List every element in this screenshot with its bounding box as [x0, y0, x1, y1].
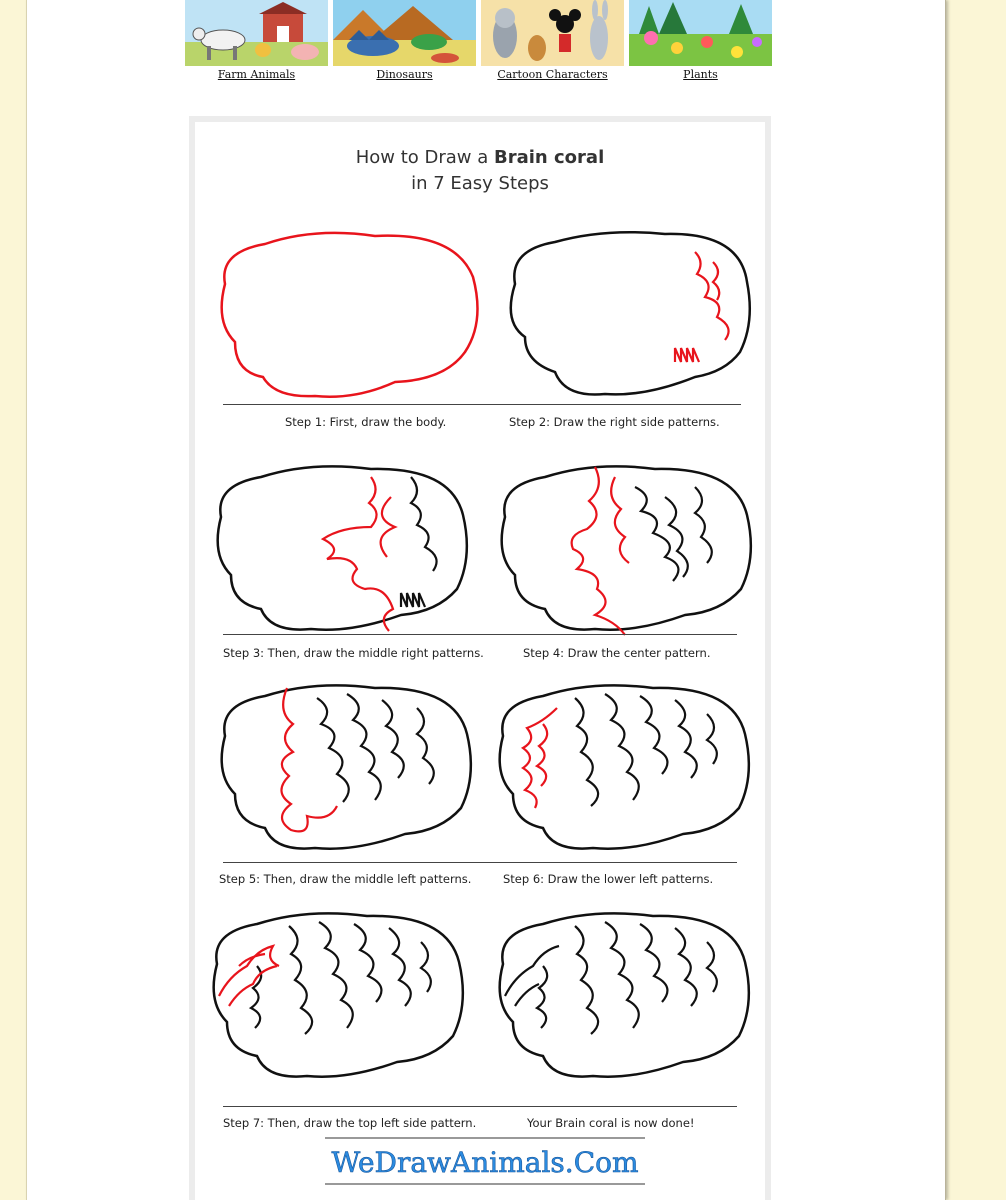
step-5-drawing	[207, 678, 487, 858]
step-4-drawing	[485, 457, 765, 637]
cartoon-scene-icon	[481, 0, 624, 66]
step-3-drawing	[201, 457, 481, 637]
tutorial-sheet	[189, 116, 771, 1200]
step-divider	[223, 1106, 737, 1107]
tutorial-card	[195, 122, 765, 1200]
category-cartoon-characters[interactable]: Cartoon Characters	[481, 0, 624, 81]
step-1-caption: Step 1: First, draw the body.	[285, 415, 447, 429]
dinosaur-scene-icon	[333, 0, 476, 66]
category-plants[interactable]: Plants	[629, 0, 772, 81]
step-6-caption: Step 6: Draw the lower left patterns.	[503, 872, 714, 886]
step-6-drawing	[485, 678, 765, 858]
category-dinosaurs[interactable]: Dinosaurs	[333, 0, 476, 81]
farm-scene-icon	[185, 0, 328, 66]
page-content	[26, 0, 946, 1200]
final-drawing	[485, 906, 765, 1086]
logo-text: WeDrawAnimals.Com	[331, 1146, 639, 1179]
category-farm-animals[interactable]: Farm Animals	[185, 0, 328, 81]
step-divider	[223, 634, 737, 635]
step-2-drawing	[485, 222, 765, 402]
step-7-drawing	[199, 906, 479, 1086]
tutorial-title: How to Draw a Brain coral in 7 Easy Steps	[355, 147, 605, 194]
step-divider	[223, 862, 737, 863]
step-4-caption: Step 4: Draw the center pattern.	[523, 646, 711, 660]
step-5-caption: Step 5: Then, draw the middle left patterns.	[219, 872, 472, 886]
category-nav	[185, 0, 785, 90]
step-7-caption: Step 7: Then, draw the top left side pattern.	[223, 1116, 477, 1130]
step-3-caption: Step 3: Then, draw the middle right patterns.	[223, 646, 484, 660]
wedrawanimals-logo[interactable]	[315, 1134, 655, 1188]
plants-scene-icon	[629, 0, 772, 66]
step-1-drawing	[205, 222, 485, 402]
step-2-caption: Step 2: Draw the right side patterns.	[509, 415, 720, 429]
done-caption: Your Brain coral is now done!	[527, 1116, 695, 1130]
step-divider	[223, 404, 741, 405]
